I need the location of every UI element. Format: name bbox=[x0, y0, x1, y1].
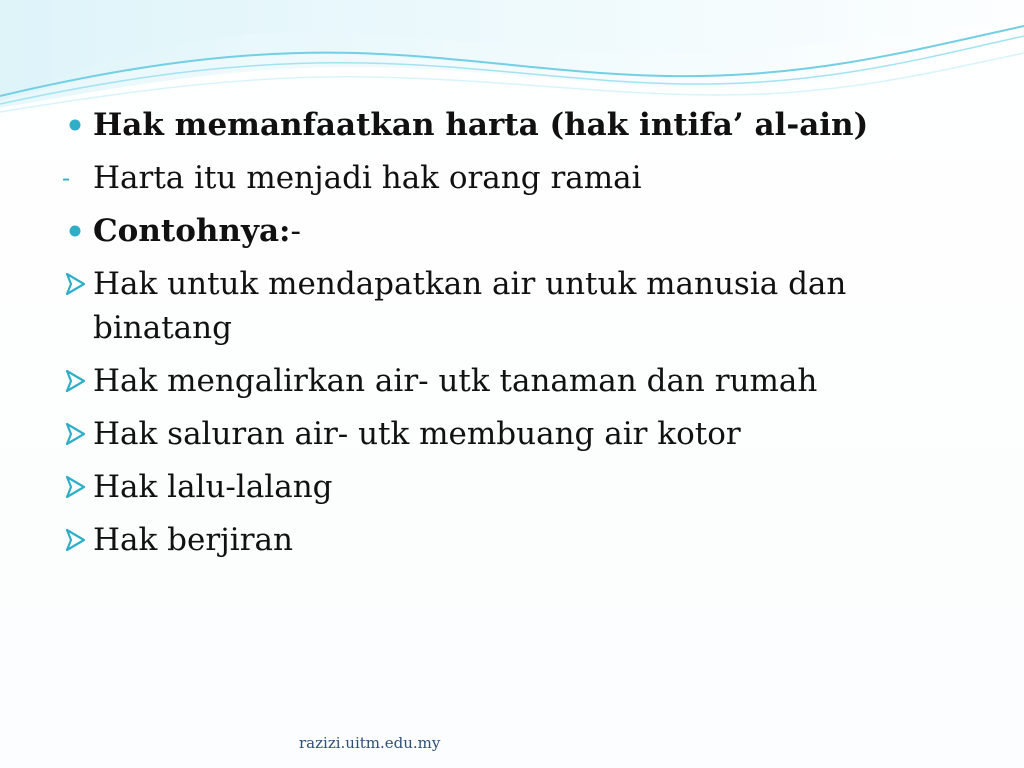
list-item-text: Hak mengalirkan air- utk tanaman dan rumah bbox=[93, 363, 818, 399]
list-item-suffix: - bbox=[290, 213, 301, 249]
bullet-icon bbox=[64, 103, 88, 147]
list-item-text: Harta itu menjadi hak orang ramai bbox=[93, 160, 642, 196]
list-item-text: Hak saluran air- utk membuang air kotor bbox=[93, 416, 741, 452]
dash-icon: - bbox=[62, 164, 71, 192]
wave-header bbox=[0, 0, 1024, 120]
list-item-text: Hak memanfaatkan harta (hak intifa’ al-ain) bbox=[93, 107, 869, 143]
arrow-icon bbox=[64, 412, 88, 456]
footer-url: razizi.uitm.edu.my bbox=[299, 734, 441, 752]
arrow-icon bbox=[64, 518, 88, 562]
list-item-label: Contohnya: bbox=[93, 213, 291, 249]
list-item-text: Hak lalu-lalang bbox=[93, 469, 333, 505]
list-item-text: Hak berjiran bbox=[93, 522, 293, 558]
bullet-icon bbox=[64, 209, 88, 253]
arrow-icon bbox=[64, 465, 88, 509]
list-item-text bbox=[93, 209, 953, 253]
arrow-icon bbox=[64, 262, 88, 306]
arrow-icon bbox=[64, 359, 88, 403]
list-item-text: Hak untuk mendapatkan air untuk manusia dan binatang bbox=[93, 266, 847, 346]
